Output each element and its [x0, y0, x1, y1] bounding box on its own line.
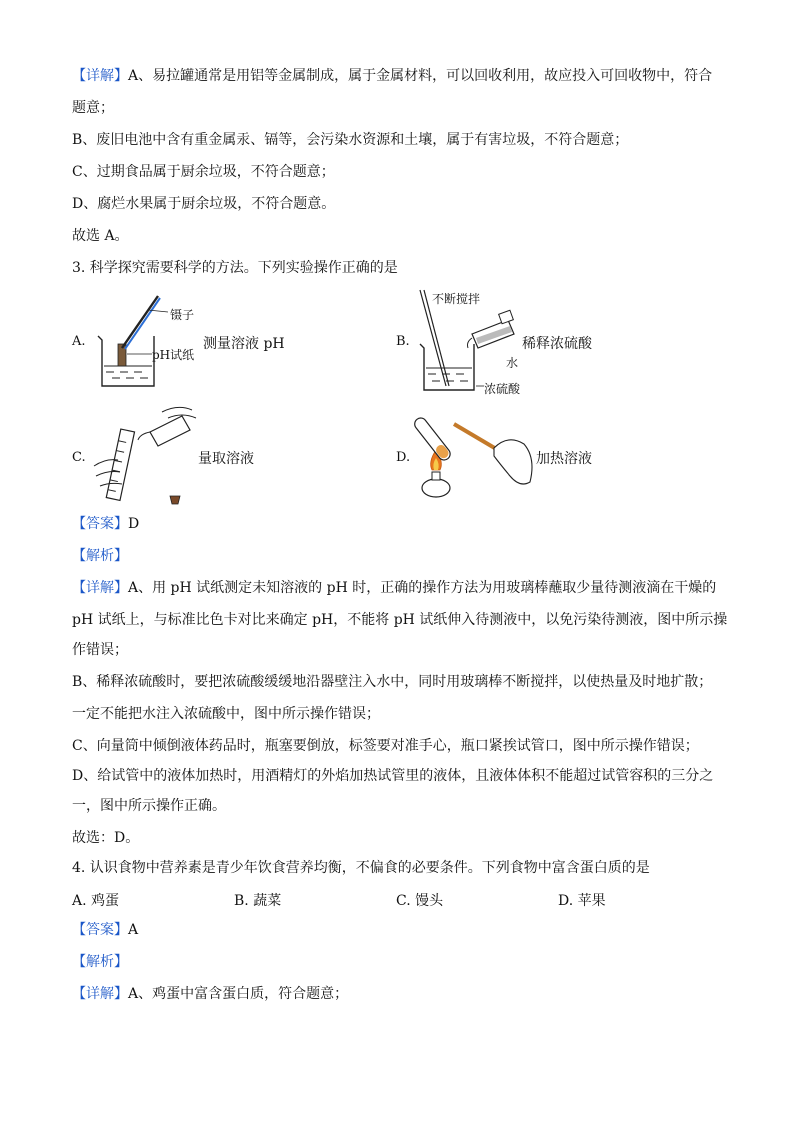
option-d-caption: 加热溶液: [536, 451, 592, 467]
detail-line: B、废旧电池中含有重金属汞、镉等，会污染水资源和土壤，属于有害垃圾，不符合题意；: [72, 132, 629, 148]
detail-line: C、过期食品属于厨余垃圾，不符合题意；: [72, 164, 335, 180]
detail-line: 一，图中所示操作正确。: [72, 798, 226, 814]
detail-line: 作错误；: [72, 642, 128, 658]
detail-line: D、给试管中的液体加热时，用酒精灯的外焰加热试管里的液体，且液体体积不能超过试管容积的三分之: [72, 768, 714, 784]
label-water: 水: [506, 356, 519, 370]
label-conc-acid: 浓硫酸: [484, 382, 521, 396]
detail-line: 【详解】A、易拉罐通常是用铝等金属制成，属于金属材料，可以回收利用，故应投入可回收物中，符合: [72, 68, 713, 84]
figure-measure-liquid: [92, 402, 202, 506]
figure-ph-test: [92, 288, 202, 392]
detail-line: 【详解】A、鸡蛋中富含蛋白质，符合题意；: [72, 986, 349, 1002]
label-ph-paper: pH试纸: [152, 348, 195, 362]
option-a-caption: 测量溶液 pH: [203, 336, 285, 352]
detail-line: 故选：D。: [72, 830, 140, 846]
detail-line: 故选 A。: [72, 228, 129, 244]
option-b-label: B.: [396, 334, 410, 349]
detail-line: 【详解】A、用 pH 试纸测定未知溶液的 pH 时，正确的操作方法为用玻璃棒蘸取少量待测液滴在干燥的: [72, 580, 717, 596]
choice-a[interactable]: A. 鸡蛋: [72, 893, 120, 909]
detail-line: 题意；: [72, 100, 114, 116]
question-3-stem: 3. 科学探究需要科学的方法。下列实验操作正确的是: [72, 260, 398, 276]
detail-line: B、稀释浓硫酸时，要把浓硫酸缓缓地沿器壁注入水中，同时用玻璃棒不断搅拌，以使热量及时地扩散；: [72, 674, 713, 690]
detail-line: C、向量筒中倾倒液体药品时，瓶塞要倒放，标签要对准手心，瓶口紧挨试管口，图中所示操作错误；: [72, 738, 699, 754]
option-c-caption: 量取溶液: [198, 451, 254, 467]
figure-heat-liquid: [412, 404, 542, 500]
choice-b[interactable]: B. 蔬菜: [234, 893, 282, 909]
detail-line: D、腐烂水果属于厨余垃圾，不符合题意。: [72, 196, 336, 212]
analysis-heading: 【解析】: [72, 954, 128, 970]
answer-line: 【答案】A: [72, 922, 139, 938]
detail-line: pH 试纸上，与标准比色卡对比来确定 pH，不能将 pH 试纸伸入待测液中，以免污染待测液，图中所示操: [72, 612, 728, 628]
analysis-heading: 【解析】: [72, 548, 128, 564]
answer-line: 【答案】D: [72, 516, 140, 532]
detail-line: 一定不能把水注入浓硫酸中，图中所示操作错误；: [72, 706, 380, 722]
option-b-caption: 稀释浓硫酸: [522, 336, 592, 352]
label-tweezers: 镊子: [170, 308, 195, 322]
option-a-label: A.: [72, 334, 86, 349]
option-c-label: C.: [72, 450, 86, 465]
option-d-label: D.: [396, 450, 411, 465]
choice-d[interactable]: D. 苹果: [558, 893, 606, 909]
choice-c[interactable]: C. 馒头: [396, 893, 444, 909]
question-4-stem: 4. 认识食物中营养素是青少年饮食营养均衡，不偏食的必要条件。下列食物中富含蛋白质的是: [72, 860, 650, 876]
label-stir: 不断搅拌: [432, 292, 481, 306]
